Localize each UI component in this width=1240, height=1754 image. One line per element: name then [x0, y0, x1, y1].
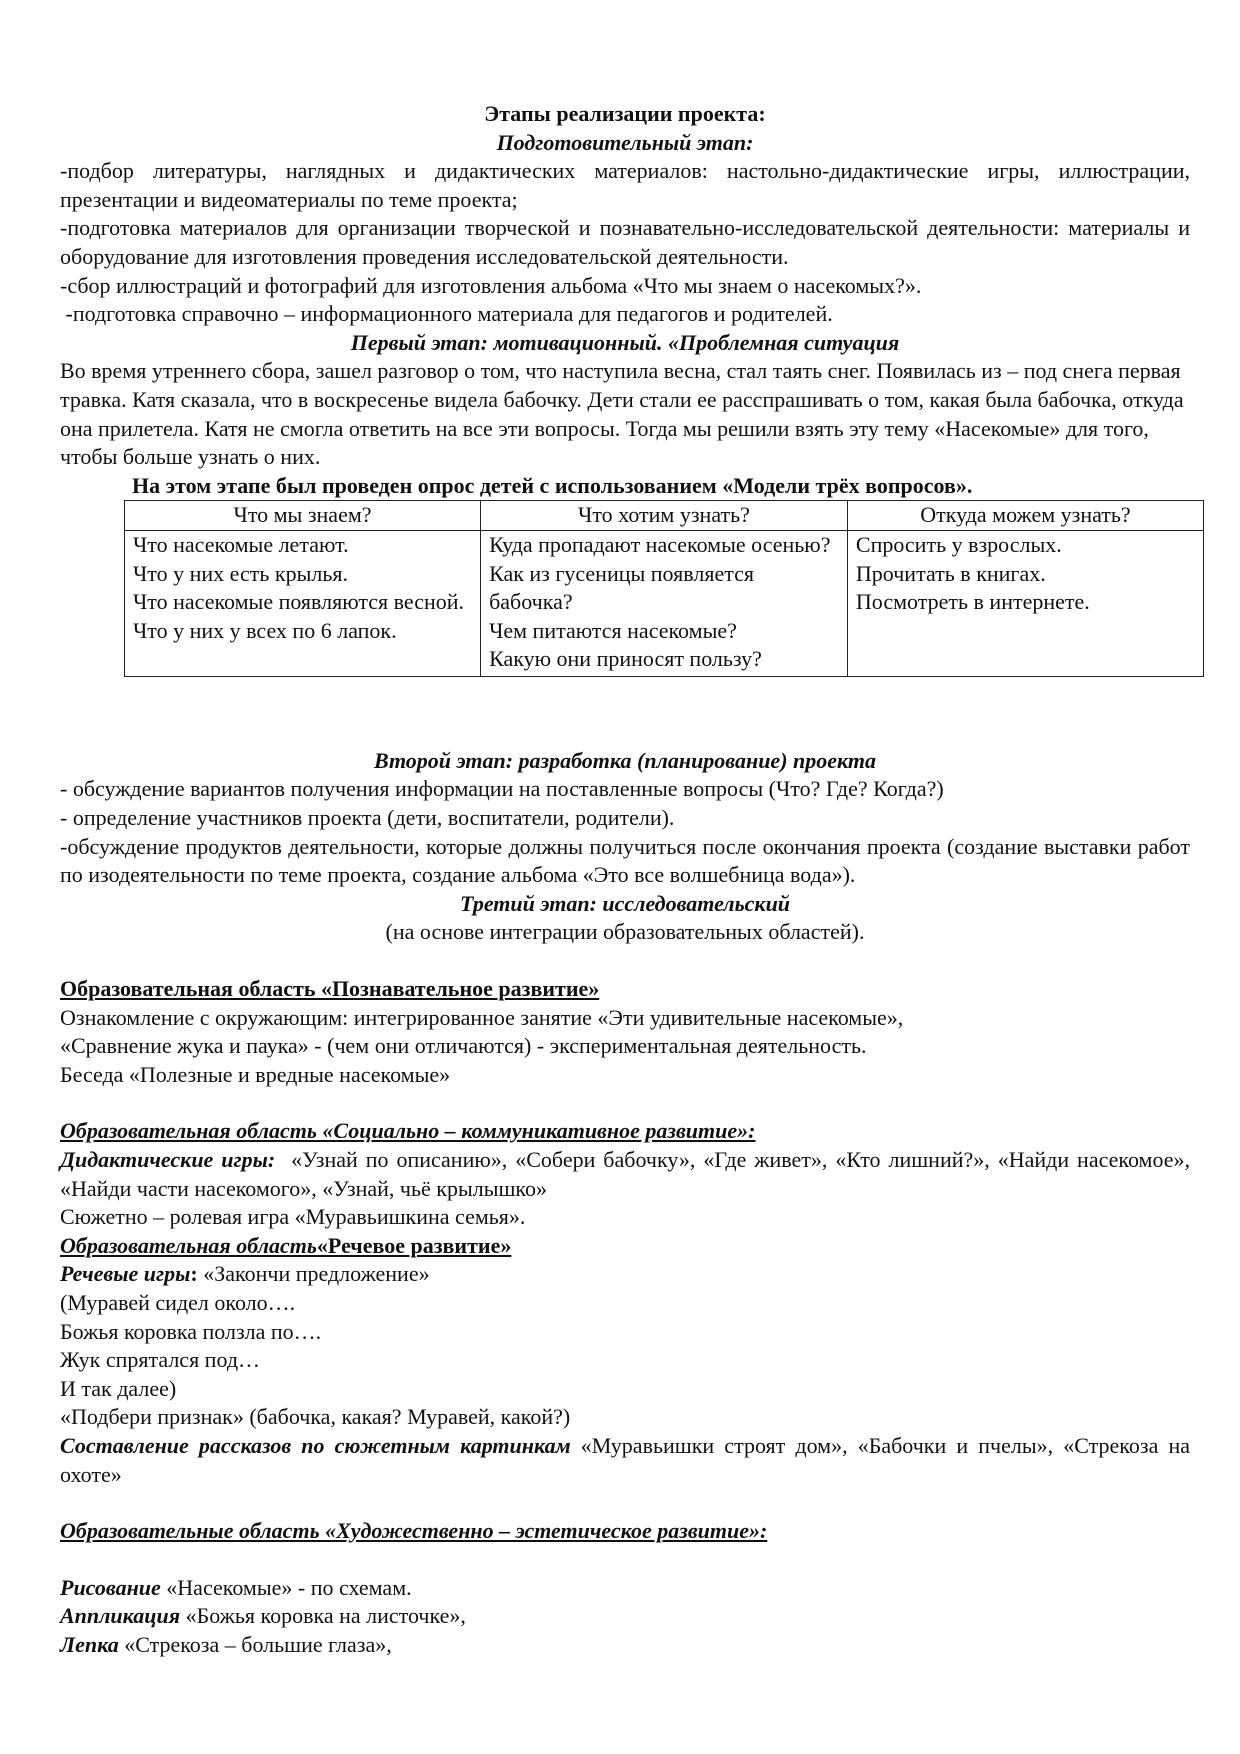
- table-header: Откуда можем узнать?: [847, 501, 1203, 531]
- stories-label: Составление рассказов по сюжетным картинкам: [60, 1432, 571, 1458]
- art-item: [60, 1602, 1190, 1631]
- list-item: Что насекомые появляются весной.: [133, 589, 465, 615]
- stage3-heading: Третий этап: исследовательский: [459, 890, 791, 916]
- list-item: Посмотреть в интернете.: [855, 589, 1090, 615]
- survey-heading: На этом этапе был проведен опрос детей с использованием «Модели трёх вопросов».: [132, 472, 973, 498]
- speech-games-label: Речевые игры: [60, 1261, 191, 1287]
- art-item-label: Аппликация: [60, 1603, 181, 1629]
- list-item: Чем питаются насекомые?: [489, 617, 737, 643]
- document-title: Этапы реализации проекта:: [484, 101, 766, 126]
- table-header: Что мы знаем?: [125, 501, 481, 531]
- speech-line: Жук спрятался под…: [60, 1347, 261, 1373]
- cognitive-heading: Образовательная область «Познавательное развитие»: [60, 976, 600, 1002]
- prep-line: -подбор литературы, наглядных и дидактических материалов: настольно-дидактические игры, иллюстрации, презентации и видеоматериалы по теме проекта;: [60, 158, 1190, 212]
- stage1-text: Во время утреннего сбора, зашел разговор о том, что наступила весна, стал таять снег. Появилась из – под снега первая травка. Катя сказала, что в воскресенье видела бабочку. Дети стали ее расспрашивать о том, какая была бабочка, откуда она прилетела. Катя не смогла ответить на все эти вопросы. Тогда мы решили взять эту тему «Насекомые» для того, чтобы больше узнать о них.: [60, 358, 1184, 470]
- list-item: Что у них у всех по 6 лапок.: [133, 617, 397, 643]
- speech-line: И так далее): [60, 1375, 177, 1401]
- speech-games-text: «Закончи предложение»: [197, 1261, 430, 1287]
- three-questions-table: [124, 500, 1204, 677]
- prep-stage-heading: Подготовительный этап:: [496, 129, 754, 155]
- speech-games: [60, 1260, 1190, 1289]
- speech-games-colon: :: [190, 1261, 198, 1287]
- art-item-text: «Божья коровка на листочке»,: [180, 1603, 466, 1629]
- art-item-label: Рисование: [60, 1574, 161, 1600]
- cognitive-line: Беседа «Полезные и вредные насекомые»: [60, 1061, 451, 1087]
- spacer: [60, 677, 1190, 747]
- art-item: [60, 1631, 1190, 1660]
- speech-heading-prefix: Образовательная область: [60, 1232, 317, 1258]
- role-game: Сюжетно – ролевая игра «Муравьишкина семья».: [60, 1204, 526, 1230]
- stage2-line: -обсуждение продуктов деятельности, которые должны получиться после окончания проекта (создание выставки работ по изодеятельности по теме проекта, создание альбома «Это все волшебница вода»).: [60, 833, 1190, 888]
- art-item-text: «Стрекоза – большие глаза»,: [118, 1631, 392, 1657]
- stage1-heading: Первый этап: мотивационный. «Проблемная ситуация: [350, 329, 900, 355]
- spacer: [60, 1489, 1190, 1517]
- prep-line: -сбор иллюстраций и фотографий для изготовления альбома «Что мы знаем о насекомых?».: [60, 272, 922, 298]
- list-item: Какую они приносят пользу?: [489, 646, 762, 672]
- list-item: Как из гусеницы появляется бабочка?: [489, 560, 754, 615]
- table-cell-want: [481, 530, 848, 676]
- speech-line: (Муравей сидел около….: [60, 1289, 296, 1315]
- speech-line: Божья коровка ползла по….: [60, 1318, 322, 1344]
- table-cell-know: [125, 530, 481, 676]
- cognitive-line: «Сравнение жука и паука» - (чем они отличаются) - экспериментальная деятельность.: [60, 1033, 867, 1059]
- art-item: [60, 1574, 1190, 1603]
- spacer: [60, 1546, 1190, 1574]
- list-item: Что у них есть крылья.: [133, 560, 348, 586]
- prep-line: -подготовка материалов для организации творческой и познавательно-исследовательской деятельности: материалы и оборудование для изготовления проведения исследовательской деятельности.: [60, 215, 1190, 269]
- stories: [60, 1432, 1196, 1489]
- didactic-label: Дидактические игры:: [60, 1147, 276, 1172]
- document-page: [60, 100, 1196, 1660]
- didactic-text: «Узнай по описанию», «Собери бабочку», «Где живет», «Кто лишний?», «Найди насекомое», «Найди части насекомого», «Узнай, чьё крылышко»: [60, 1147, 1196, 1201]
- speech-heading: [60, 1232, 1190, 1261]
- cognitive-line: Ознакомление с окружающим: интегрированное занятие «Эти удивительные насекомые»,: [60, 1004, 904, 1030]
- list-item: Что насекомые летают.: [133, 531, 349, 557]
- stories-text: «Муравьишки строят дом», «Бабочки и пчелы», «Стрекоза на охоте»: [60, 1432, 1196, 1487]
- art-item-label: Лепка: [60, 1631, 119, 1657]
- table-cell-source: [847, 530, 1203, 676]
- social-heading: Образовательная область «Социально – коммуникативное развитие»:: [60, 1118, 756, 1144]
- prep-line: -подготовка справочно – информационного материала для педагогов и родителей.: [60, 301, 833, 327]
- speech-line: «Подбери признак» (бабочка, какая? Муравей, какой?): [60, 1404, 571, 1430]
- art-heading: Образовательные область «Художественно – эстетическое развитие»:: [60, 1518, 768, 1544]
- stage2-heading: Второй этап: разработка (планирование) проекта: [374, 747, 876, 773]
- stage2-line: - определение участников проекта (дети, воспитатели, родители).: [60, 805, 675, 831]
- spacer: [60, 947, 1190, 975]
- didactic-games: [60, 1146, 1196, 1203]
- speech-heading-suffix: «Речевое развитие»: [316, 1232, 512, 1258]
- spacer: [60, 1089, 1190, 1117]
- art-item-text: «Насекомые» - по схемам.: [160, 1574, 412, 1600]
- list-item: Спросить у взрослых.: [855, 531, 1062, 557]
- list-item: Куда пропадают насекомые осенью?: [489, 531, 831, 557]
- list-item: Прочитать в книгах.: [855, 560, 1046, 586]
- stage3-subheading: (на основе интеграции образовательных областей).: [385, 919, 865, 945]
- stage2-line: - обсуждение вариантов получения информации на поставленные вопросы (Что? Где? Когда?): [60, 776, 944, 802]
- table-header: Что хотим узнать?: [481, 501, 848, 531]
